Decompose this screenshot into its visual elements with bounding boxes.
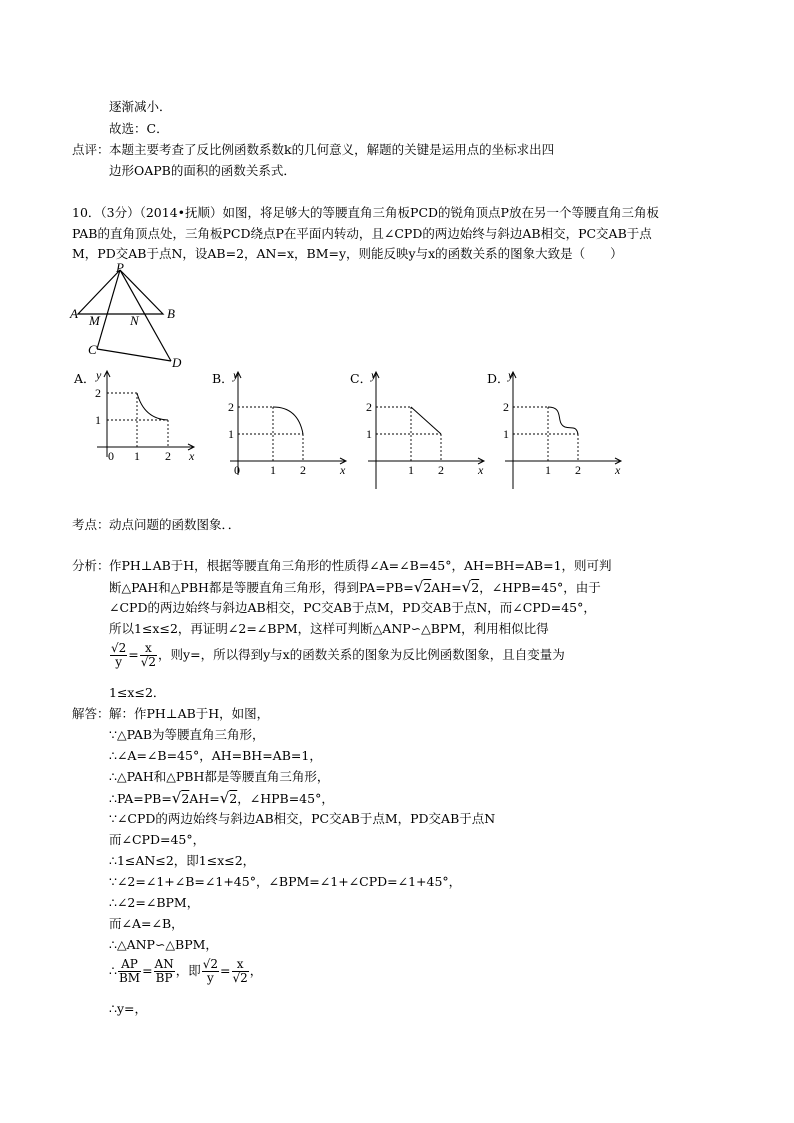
svg-text:2: 2 [165, 449, 171, 463]
triangle-figure [68, 262, 198, 372]
label-p: P [116, 262, 124, 275]
svg-text:2: 2 [503, 400, 509, 414]
solution-line: ∵∠CPD的两边始终与斜边AB相交，PC交AB于点M，PD交AB于点N [109, 811, 496, 826]
svg-text:1: 1 [228, 427, 234, 441]
kaodian-text: 动点问题的函数图象．． [109, 517, 241, 532]
question-line: M，PD交AB于点N，设AB=2，AN=x，BM=y，则能反映y与x的函数关系的图象大致是（ ） [72, 246, 623, 261]
solution-line: 而∠CPD=45°， [109, 832, 206, 847]
solution-line: ∵△PAB为等腰直角三角形， [109, 727, 265, 742]
solution-line: ∴∠2=∠BPM， [109, 895, 200, 910]
svg-text:1: 1 [270, 463, 276, 477]
analysis-line: 1≤x≤2． [109, 685, 166, 700]
analysis-label: 分析： [72, 558, 110, 573]
comment-label: 点评： [72, 142, 110, 157]
label-n: N [130, 313, 139, 328]
svg-text:2: 2 [366, 400, 372, 414]
svg-text:y: y [371, 368, 377, 382]
solution-line: ∴PA=PB=√2AH=√2，∠HPB=45°， [109, 789, 334, 807]
svg-text:1: 1 [134, 449, 140, 463]
option-d-label: D． [487, 371, 510, 386]
label-b: B [167, 306, 175, 321]
option-b-label: B． [212, 371, 234, 386]
svg-text:2: 2 [95, 386, 101, 400]
analysis-fraction-line: $\frac{√2}{y}$ = $\frac{x}{√2}$ ，则y=，所以得到y与x的函数关系的图象为反比例函数图象，且自变量为 [111, 641, 565, 669]
option-a-graph [92, 367, 202, 467]
svg-text:1: 1 [408, 463, 414, 477]
solution-fraction-line: ∴ $\frac{AP}{BM}$ = $\frac{AN}{BP}$ ，即 $\frac{√2}{y}$ = $\frac{x}{√2}$ ， [109, 957, 263, 985]
text-line: 本题主要考查了反比例函数系数k的几何意义，解题的关键是运用点的坐标求出四 [109, 142, 555, 157]
analysis-line: ∠CPD的两边始终与斜边AB相交，PC交AB于点M，PD交AB于点N，而∠CPD=45°， [109, 600, 596, 615]
kaodian-label: 考点： [72, 517, 110, 532]
svg-text:1: 1 [95, 413, 101, 427]
svg-text:2: 2 [228, 400, 234, 414]
svg-text:x: x [478, 463, 484, 477]
svg-text:0: 0 [108, 449, 114, 463]
label-m: M [89, 313, 100, 328]
solution-line: 解：作PH⊥AB于H，如图， [109, 706, 270, 721]
svg-text:0: 0 [234, 463, 240, 477]
option-c-graph [366, 367, 488, 492]
option-d-graph [503, 367, 625, 492]
label-c: C [88, 342, 97, 357]
svg-text:1: 1 [366, 427, 372, 441]
solution-line: ∴△PAH和△PBH都是等腰直角三角形， [109, 769, 330, 784]
svg-text:1: 1 [545, 463, 551, 477]
svg-text:2: 2 [438, 463, 444, 477]
svg-text:y: y [96, 368, 102, 382]
svg-text:y: y [508, 368, 514, 382]
analysis-line: 断△PAH和△PBH都是等腰直角三角形，得到PA=PB=√2AH=√2，∠HPB=45°，由于 [109, 578, 601, 596]
text-line: 逐渐减小． [109, 99, 172, 114]
text-line: 故选：C． [109, 121, 169, 136]
solution-line: ∴1≤AN≤2，即1≤x≤2， [109, 853, 256, 868]
solution-line: ∴y=， [109, 1001, 147, 1016]
option-b-graph [228, 367, 350, 482]
option-c-label: C． [350, 371, 373, 386]
question-line: PAB的直角顶点处，三角板PCD绕点P在平面内转动，且∠CPD的两边始终与斜边AB相交，PC交AB于点 [72, 226, 652, 241]
svg-text:x: x [615, 463, 621, 477]
svg-text:y: y [233, 368, 239, 382]
solution-line: 而∠A=∠B， [109, 916, 184, 931]
question-line: 10．（3分）（2014•抚顺）如图，将足够大的等腰直角三角板PCD的锐角顶点P放在另一个等腰直角三角板 [72, 205, 659, 220]
svg-text:2: 2 [575, 463, 581, 477]
solution-line: ∴∠A=∠B=45°，AH=BH=AB=1， [109, 748, 322, 763]
label-d: D [172, 355, 182, 370]
text-line: 边形OAPB的面积的函数关系式． [109, 163, 296, 178]
svg-text:x: x [340, 463, 346, 477]
svg-text:1: 1 [503, 427, 509, 441]
svg-text:2: 2 [300, 463, 306, 477]
option-a-label: A． [74, 371, 96, 386]
label-a: A [70, 306, 78, 321]
svg-text:x: x [189, 449, 195, 463]
analysis-line: 作PH⊥AB于H，根据等腰直角三角形的性质得∠A=∠B=45°，AH=BH=AB=1，则可判 [109, 558, 612, 573]
solution-label: 解答： [72, 706, 110, 721]
analysis-line: 所以1≤x≤2，再证明∠2=∠BPM，这样可判断△ANP∽△BPM，利用相似比得 [109, 621, 549, 636]
solution-line: ∵∠2=∠1+∠B=∠1+45°，∠BPM=∠1+∠CPD=∠1+45°， [109, 874, 462, 889]
solution-line: ∴△ANP∽△BPM， [109, 937, 218, 952]
